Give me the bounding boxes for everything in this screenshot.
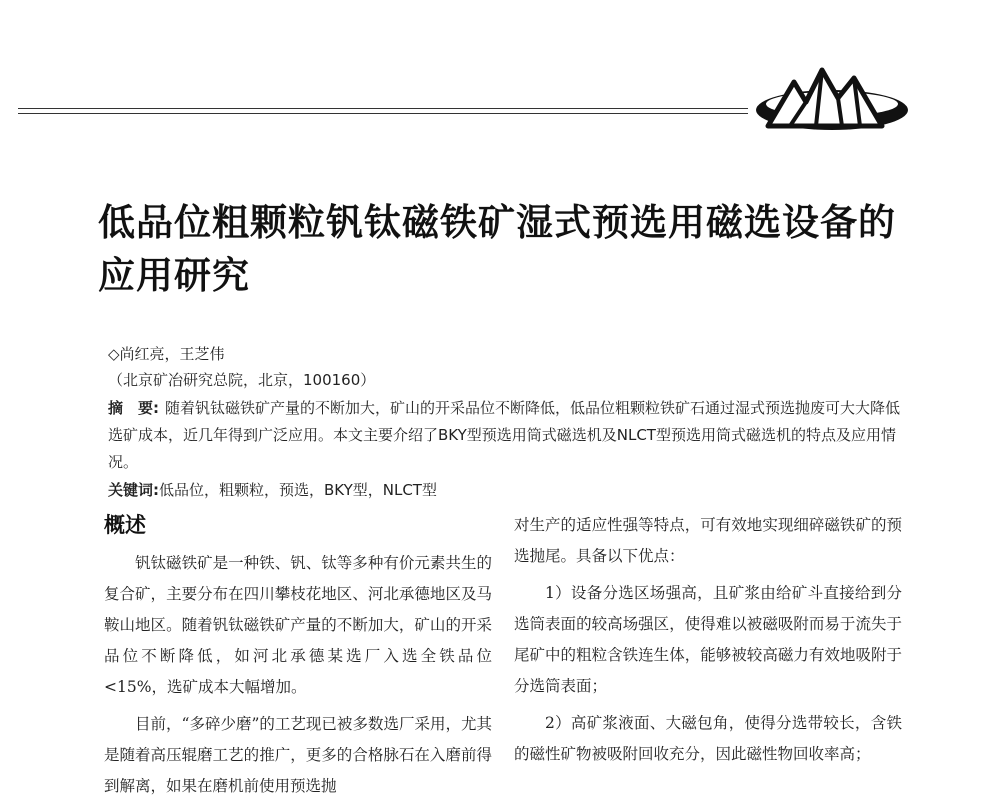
list-item: 2）高矿浆液面、大磁包角，使得分选带较长，含铁的磁性矿物被吸附回收充分，因此磁性物回收率高；: [514, 714, 902, 763]
abstract: [108, 395, 908, 476]
paragraph-continuation: 对生产的适应性强等特点，可有效地实现细碎磁铁矿的预选抛尾。具备以下优点：: [514, 516, 902, 565]
abstract-text: 随着钒钛磁铁矿产量的不断加大，矿山的开采品位不断降低，低品位粗颗粒铁矿石通过湿式预选抛废可大大降低选矿成本，近几年得到广泛应用。本文主要介绍了BKY型预选用筒式磁选机及NLCT型预选用筒式磁选机的特点及应用情况。: [108, 399, 901, 471]
authors: ◇尚红亮，王芝伟: [108, 345, 225, 363]
keywords-label: 关键词:: [108, 481, 159, 499]
keywords: [108, 479, 908, 500]
list-item: 1）设备分选区场强高，且矿浆由给矿斗直接给到分选筒表面的较高场强区，使得难以被磁吸附而易于流失于尾矿中的粗粒含铁连生体，能够被较高磁力有效地吸附于分选筒表面；: [514, 584, 902, 695]
section-heading: 概述: [104, 513, 146, 537]
affiliation: （北京矿冶研究总院，北京，100160）: [108, 371, 376, 389]
mountain-logo-icon: [732, 52, 910, 144]
paragraph: 钒钛磁铁矿是一种铁、钒、钛等多种有价元素共生的复合矿，主要分布在四川攀枝花地区、河北承德地区及马鞍山地区。随着钒钛磁铁矿产量的不断加大，矿山的开采品位不断降低，如河北承德某选厂入选全铁品位<15%，选矿成本大幅增加。: [104, 554, 492, 696]
abstract-label: 摘 要:: [108, 399, 159, 417]
right-column: [514, 510, 902, 776]
paper-title: 低品位粗颗粒钒钛磁铁矿湿式预选用磁选设备的应用研究: [98, 201, 896, 297]
keywords-text: 低品位，粗颗粒，预选，BKY型，NLCT型: [159, 481, 437, 499]
left-column: [104, 510, 492, 808]
paragraph: 目前，“多碎少磨”的工艺现已被多数选厂采用，尤其是随着高压辊磨工艺的推广，更多的合格脉石在入磨前得到解离，如果在磨机前使用预选抛: [104, 715, 492, 795]
